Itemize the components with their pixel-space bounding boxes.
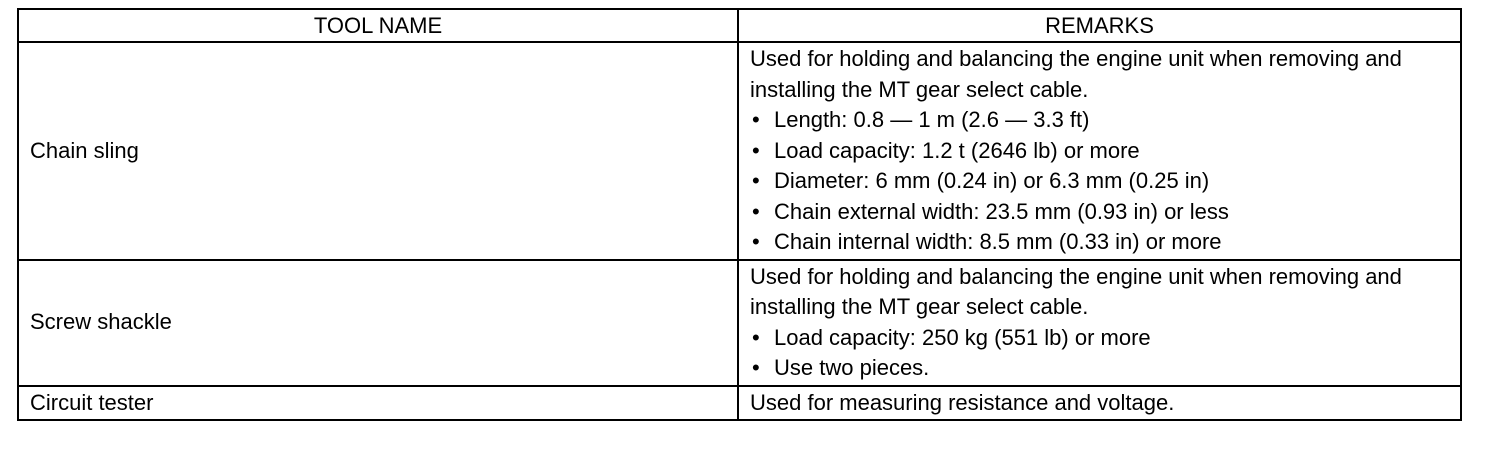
bullet-icon: • [752,168,760,193]
tool-name-cell: Screw shackle [18,260,738,386]
spec-item [750,166,1460,197]
bullet-icon: • [752,355,760,380]
bullet-icon: • [752,137,760,163]
spec-text: Load capacity: 250 kg (551 lb) or more [774,324,1151,350]
spec-text: Length: 0.8 — 1 m (2.6 — 3.3 ft) [774,107,1090,132]
header-tool-name: TOOL NAME [18,9,738,42]
bullet-icon: • [752,198,760,224]
spec-text: Load capacity: 1.2 t (2646 lb) or more [774,137,1140,163]
bullet-icon: • [752,324,760,350]
remarks-description: Used for measuring resistance and voltage. [750,389,1175,415]
remarks-description: Used for holding and balancing the engine unit when removing and installing the MT gear select cable. [750,46,1402,102]
remarks-cell [738,260,1461,386]
spec-list [750,323,1460,384]
spec-list [750,105,1460,258]
spec-item [750,197,1460,228]
tool-name-cell: Circuit tester [18,386,738,421]
header-remarks: REMARKS [738,9,1461,42]
table-row [18,260,1461,386]
bullet-icon: • [752,229,760,254]
spec-text: Use two pieces. [774,355,930,380]
spec-item [750,323,1460,354]
header-row [18,9,1461,42]
tool-name-cell: Chain sling [18,42,738,260]
spec-text: Chain external width: 23.5 mm (0.93 in) or less [774,198,1229,224]
spec-item [750,136,1460,167]
tools-table [17,8,1462,421]
spec-text: Diameter: 6 mm (0.24 in) or 6.3 mm (0.25 in) [774,168,1210,193]
spec-item [750,353,1460,384]
table-row [18,386,1461,421]
remarks-description: Used for holding and balancing the engine unit when removing and installing the MT gear select cable. [750,263,1402,319]
spec-text: Chain internal width: 8.5 mm (0.33 in) or more [774,229,1222,254]
spec-item [750,105,1460,136]
remarks-cell [738,386,1461,421]
remarks-cell [738,42,1461,260]
bullet-icon: • [752,107,760,132]
table-row [18,42,1461,260]
spec-item [750,227,1460,258]
